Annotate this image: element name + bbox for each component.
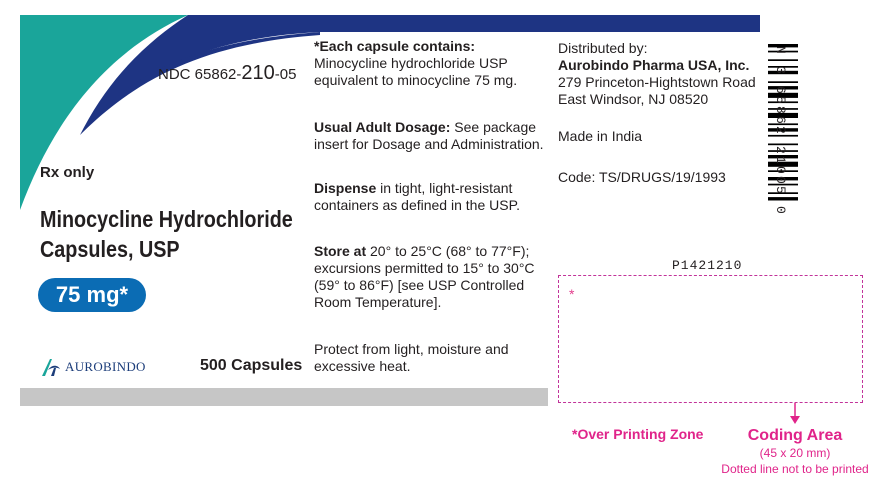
store-label: Store at	[314, 243, 367, 259]
distributed-by-label: Distributed by:	[558, 40, 648, 56]
over-print-star: *	[569, 286, 575, 302]
coding-area-title: Coding Area	[747, 427, 843, 444]
ndc-product-code: 210	[241, 62, 275, 84]
dispense-label: Dispense	[314, 180, 377, 196]
product-name-line1: Minocycline Hydrochloride	[40, 206, 293, 232]
product-name-line2: Capsules, USP	[40, 236, 180, 262]
store-text: 20° to 25°C (68° to 77°F); excursions permitted to 15° to 30°C (59° to 86°F) [see USP Controlled Room Temperature].	[314, 243, 535, 310]
coding-area-box	[558, 275, 863, 403]
dispense-section	[314, 180, 550, 214]
dosage-section	[314, 119, 550, 153]
capsule-count: 500 Capsules	[200, 357, 303, 374]
made-in: Made in India	[558, 128, 643, 144]
bottom-gray-bar	[20, 388, 548, 406]
ndc-number: NDC 65862-210-05	[158, 62, 297, 84]
p-number: P1421210	[672, 258, 743, 273]
distributor-address2: East Windsor, NJ 08520	[558, 91, 709, 107]
protect-section	[314, 341, 550, 375]
strength-badge: 75 mg*	[38, 278, 146, 312]
distributor-name: Aurobindo Pharma USA, Inc.	[558, 57, 750, 73]
dotted-line-note: Dotted line not to be printed	[721, 462, 869, 476]
rx-only: Rx only	[40, 164, 95, 181]
each-capsule-text: Minocycline hydrochloride USP equivalent to minocycline 75 mg.	[314, 55, 518, 88]
coding-area-size: (45 x 20 mm)	[759, 446, 831, 460]
barcode-number: N 3 65862 21005 0	[773, 46, 788, 217]
aurobindo-logo	[40, 355, 146, 379]
storage-section	[314, 243, 550, 311]
over-printing-zone-label: *Over Printing Zone	[572, 426, 704, 442]
dosage-label: Usual Adult Dosage:	[314, 119, 451, 135]
product-name	[40, 204, 293, 264]
coding-area-arrow	[788, 403, 802, 425]
protect-text: Protect from light, moisture and excessive heat.	[314, 341, 509, 374]
aurobindo-logo-text: AUROBINDO	[65, 359, 146, 374]
each-capsule-label: *Each capsule contains:	[314, 38, 476, 54]
dispense-text: in tight, light-resistant containers as defined in the USP.	[314, 180, 520, 213]
dosage-text: See package insert for Dosage and Administration.	[314, 119, 544, 152]
distributor-address1: 279 Princeton-Hightstown Road	[558, 74, 756, 90]
aurobindo-logo-icon	[40, 356, 62, 378]
distributor-block	[558, 40, 756, 108]
each-capsule-section	[314, 38, 550, 89]
license-code: Code: TS/DRUGS/19/1993	[558, 169, 726, 185]
